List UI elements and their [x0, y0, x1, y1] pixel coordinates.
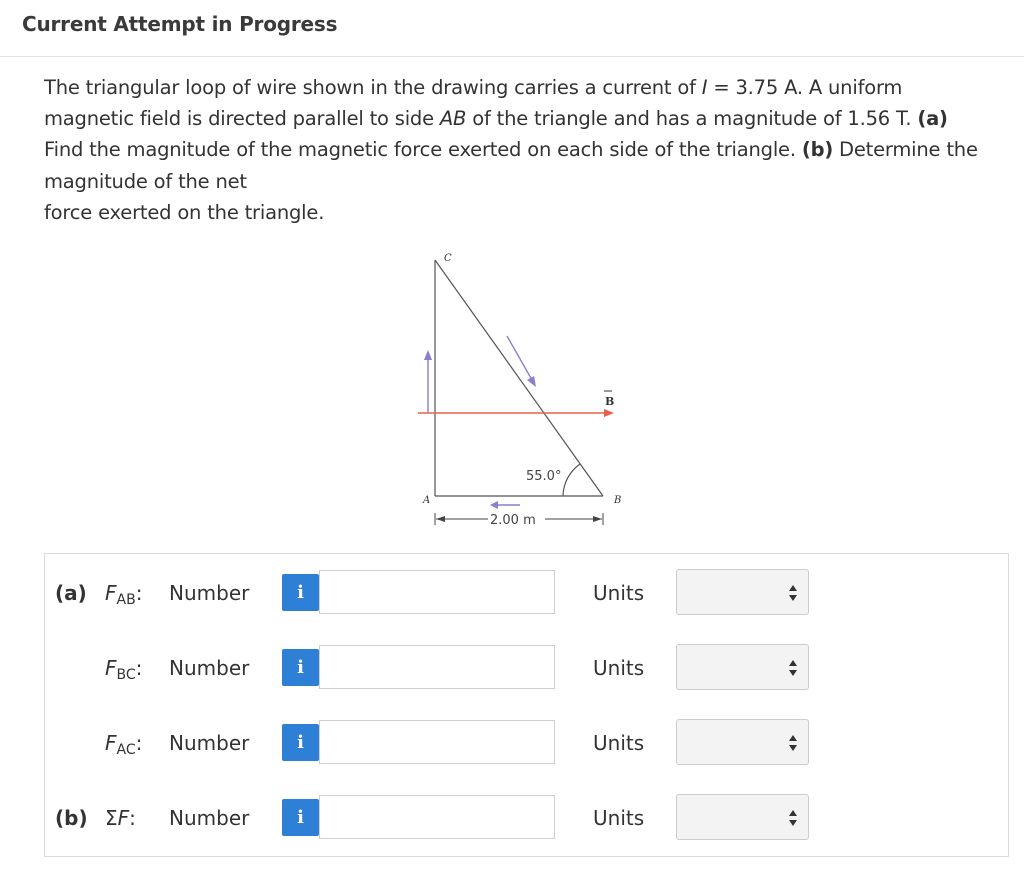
- current-arrow-bc: [507, 336, 532, 380]
- part-a-label: (a): [55, 581, 87, 605]
- force-symbol-colon: :: [135, 581, 143, 605]
- units-label: Units: [593, 731, 645, 755]
- question-segment: Determine the magnitude of the net: [44, 138, 978, 193]
- fab-number-input[interactable]: [319, 570, 555, 614]
- force-symbol-colon: :: [135, 656, 143, 680]
- fac-units-select[interactable]: [676, 719, 809, 765]
- fbc-units-select[interactable]: [676, 644, 809, 690]
- angle-arc: [563, 464, 580, 496]
- question-segment: Find the magnitude of the magnetic force exerted on each side of the triangle.: [44, 138, 802, 162]
- number-label: Number: [169, 581, 250, 605]
- question-text: [44, 72, 989, 228]
- dimension-arrow-left: [436, 516, 445, 522]
- units-label: Units: [593, 656, 645, 680]
- info-button[interactable]: i: [282, 574, 319, 611]
- force-symbol: [105, 581, 142, 608]
- number-label: Number: [169, 806, 250, 830]
- force-symbol-letter: F: [105, 656, 117, 680]
- angle-label: 55.0°: [526, 469, 562, 484]
- question-segment: force exerted on the triangle.: [44, 200, 325, 224]
- select-arrows-icon: [788, 584, 798, 602]
- force-symbol-letter: F: [105, 581, 117, 605]
- side-bc: [435, 260, 603, 496]
- net-force-units-select[interactable]: [676, 794, 809, 840]
- number-label: Number: [169, 656, 250, 680]
- question-variable-ab: AB: [439, 107, 467, 131]
- units-label: Units: [593, 581, 645, 605]
- answer-row-fac: [45, 719, 1008, 767]
- force-symbol: [105, 806, 136, 830]
- vertex-label-c: C: [444, 253, 452, 264]
- units-label: Units: [593, 806, 645, 830]
- length-label: 2.00 m: [490, 513, 536, 528]
- select-arrows-icon: [788, 734, 798, 752]
- question-part-b-label: (b): [801, 138, 834, 162]
- part-b-label: (b): [55, 806, 88, 830]
- question-segment: The triangular loop of wire shown in the drawing carries a current of: [44, 76, 702, 99]
- info-button[interactable]: i: [282, 649, 319, 686]
- select-arrows-icon: [788, 659, 798, 677]
- number-label: Number: [169, 731, 250, 755]
- triangle-diagram: [410, 248, 630, 538]
- attempt-header: [0, 0, 1024, 57]
- question-variable-i: I: [701, 76, 708, 99]
- current-arrow-ab-head: [490, 501, 498, 509]
- answer-row-net-force: [45, 794, 1008, 842]
- force-symbol-letter: F: [105, 731, 117, 755]
- info-button[interactable]: i: [282, 724, 319, 761]
- vertex-label-b: B: [614, 495, 622, 506]
- force-subscript: AC: [116, 742, 136, 758]
- select-arrows-icon: [788, 809, 798, 827]
- force-symbol-colon: :: [129, 806, 136, 830]
- force-symbol: [105, 731, 142, 758]
- force-symbol: [105, 656, 142, 683]
- question-segment: of the triangle and has a magnitude of 1.56 T.: [466, 107, 918, 131]
- question-part-a-label: (a): [917, 107, 948, 131]
- fac-number-input[interactable]: [319, 720, 555, 764]
- vertex-label-a: A: [423, 495, 431, 506]
- field-label: B: [605, 395, 615, 408]
- info-button[interactable]: i: [282, 799, 319, 836]
- force-symbol-colon: :: [135, 731, 143, 755]
- current-arrow-bc-head: [527, 376, 536, 387]
- magnetic-field-arrowhead: [604, 409, 614, 417]
- answer-panel: [44, 553, 1009, 857]
- answer-row-fab: [45, 569, 1008, 617]
- page-title: Current Attempt in Progress: [22, 12, 338, 36]
- net-force-number-input[interactable]: [319, 795, 555, 839]
- answer-row-fbc: [45, 644, 1008, 692]
- sigma-symbol: Σ: [105, 806, 118, 830]
- force-subscript: AB: [116, 592, 136, 608]
- question-segment: = 3.75 A. A uniform magnetic field is directed parallel to side: [44, 76, 903, 131]
- current-arrow-ac-head: [424, 350, 432, 360]
- dimension-arrow-right: [593, 516, 602, 522]
- fab-units-select[interactable]: [676, 569, 809, 615]
- fbc-number-input[interactable]: [319, 645, 555, 689]
- force-subscript: BC: [116, 667, 136, 683]
- force-symbol-letter: F: [117, 806, 130, 830]
